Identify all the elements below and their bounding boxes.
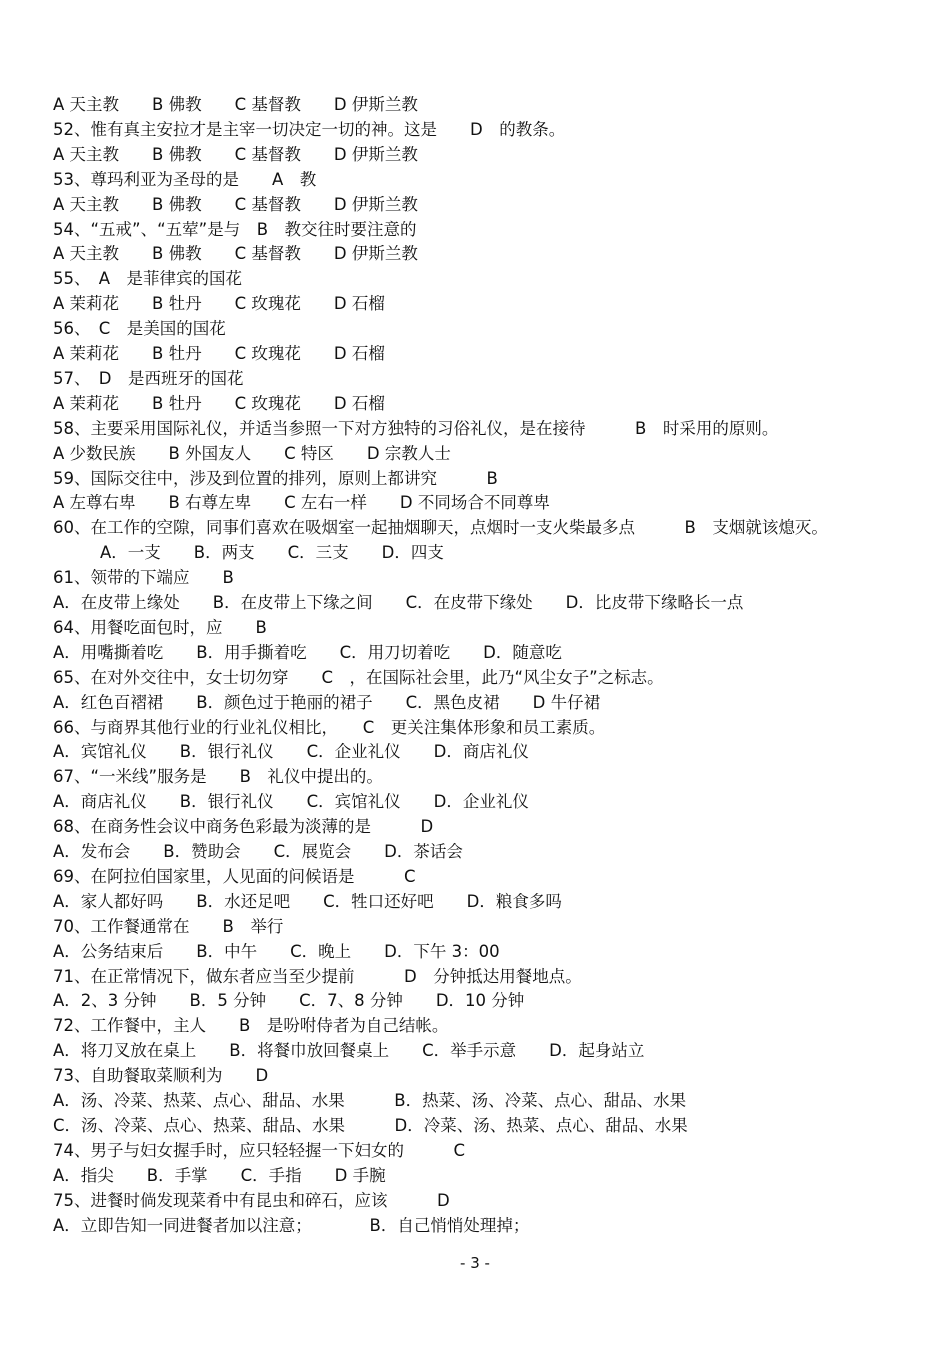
question-line: 56、 C 是美国的国花 [53,319,226,339]
options-line: A．2、3 分钟 B．5 分钟 C．7、8 分钟 D．10 分钟 [53,991,525,1011]
question-line: 65、在对外交往中，女士切勿穿 C ，在国际社会里，此乃“风尘女子”之标志。 [53,667,664,687]
options-line: A．汤、冷菜、热菜、点心、甜品、水果 B．热菜、汤、冷菜、点心、甜品、水果 [53,1091,687,1110]
options-line: A 茉莉花 B 牡丹 C 玫瑰花 D 石榴 [53,294,385,314]
options-line: A．宾馆礼仪 B．银行礼仪 C．企业礼仪 D．商店礼仪 [53,742,529,762]
options-line: A．将刀叉放在桌上 B．将餐巾放回餐桌上 C．举手示意 D．起身站立 [53,1041,645,1061]
question-line: 73、自助餐取菜顺利为 D [53,1066,269,1086]
options-line: A．红色百褶裙 B．颜色过于艳丽的裙子 C．黑色皮裙 D 牛仔裙 [53,692,601,712]
options-line: A．发布会 B．赞助会 C．展览会 D．茶话会 [53,842,463,861]
question-line: 72、工作餐中，主人 B 是吩咐侍者为自己结帐。 [53,1016,449,1036]
options-line: A．在皮带上缘处 B．在皮带上下缘之间 C．在皮带下缘处 D．比皮带下缘略长一点 [53,593,744,612]
options-line: A．立即告知一同进餐者加以注意； B．自己悄悄处理掉； [53,1215,530,1235]
options-line: A 少数民族 B 外国友人 C 特区 D 宗教人士 [53,443,451,463]
question-line: 70、工作餐通常在 B 举行 [53,916,284,936]
options-line: A．商店礼仪 B．银行礼仪 C．宾馆礼仪 D．企业礼仪 [53,792,529,812]
options-line: A 天主教 B 佛教 C 基督教 D 伊斯兰教 [53,244,418,264]
question-line: 71、在正常情况下，做东者应当至少提前 D 分钟抵达用餐地点。 [53,966,582,986]
options-line: C．汤、冷菜、点心、热菜、甜品、水果 D．冷菜、汤、热菜、点心、甜品、水果 [53,1115,688,1135]
question-line: 52、惟有真主安拉才是主宰一切决定一切的神。这是 D 的教条。 [53,119,566,139]
question-line: 61、领带的下端应 B [53,568,234,588]
options-line: A 天主教 B 佛教 C 基督教 D 伊斯兰教 [53,95,418,114]
options-line: A．指尖 B．手掌 C．手指 D 手腕 [53,1165,386,1185]
options-line: A 天主教 B 佛教 C 基督教 D 伊斯兰教 [53,194,418,214]
question-line: 54、“五戒”、“五荤”是与 B 教交往时要注意的 [53,219,417,239]
question-line: 57、 D 是西班牙的国花 [53,368,244,388]
options-line: A．公务结束后 B．中午 C．晚上 D．下午 3：00 [53,941,500,961]
question-line: 64、用餐吃面包时，应 B [53,617,267,637]
page-number: - 3 - [460,1254,490,1272]
question-line: 75、进餐时倘发现菜肴中有昆虫和碎石，应该 D [53,1190,450,1210]
question-line: 69、在阿拉伯国家里，人见面的问候语是 C [53,866,416,886]
question-line: 58、主要采用国际礼仪，并适当参照一下对方独特的习俗礼仪，是在接待 B 时采用的原则。 [53,418,779,438]
question-line: 59、国际交往中，涉及到位置的排列，原则上都讲究 B [53,468,498,488]
question-line: 67、“一米线”服务是 B 礼仪中提出的。 [53,767,383,787]
options-line: A．用嘴撕着吃 B．用手撕着吃 C．用刀切着吃 D．随意吃 [53,642,562,662]
question-line: 74、男子与妇女握手时，应只轻轻握一下妇女的 C [53,1140,466,1160]
options-line: A．一支 B．两支 C．三支 D．四支 [100,543,444,563]
question-line: 66、与商界其他行业的行业礼仪相比， C 更关注集体形象和员工素质。 [53,717,606,737]
options-line: A 茉莉花 B 牡丹 C 玫瑰花 D 石榴 [53,393,385,413]
options-line: A 左尊右卑 B 右尊左卑 C 左右一样 D 不同场合不同尊卑 [53,493,550,513]
question-line: 55、 A 是菲律宾的国花 [53,269,243,289]
question-line: 68、在商务性会议中商务色彩最为淡薄的是 D [53,817,434,837]
options-line: A 茉莉花 B 牡丹 C 玫瑰花 D 石榴 [53,344,385,363]
question-line: 53、尊玛利亚为圣母的是 A 教 [53,169,317,189]
options-line: A 天主教 B 佛教 C 基督教 D 伊斯兰教 [53,144,418,164]
options-line: A．家人都好吗 B．水还足吧 C．牲口还好吧 D．粮食多吗 [53,891,562,911]
question-line: 60、在工作的空隙，同事们喜欢在吸烟室一起抽烟聊天，点烟时一支火柴最多点 B 支烟就该熄灭。 [53,518,828,538]
